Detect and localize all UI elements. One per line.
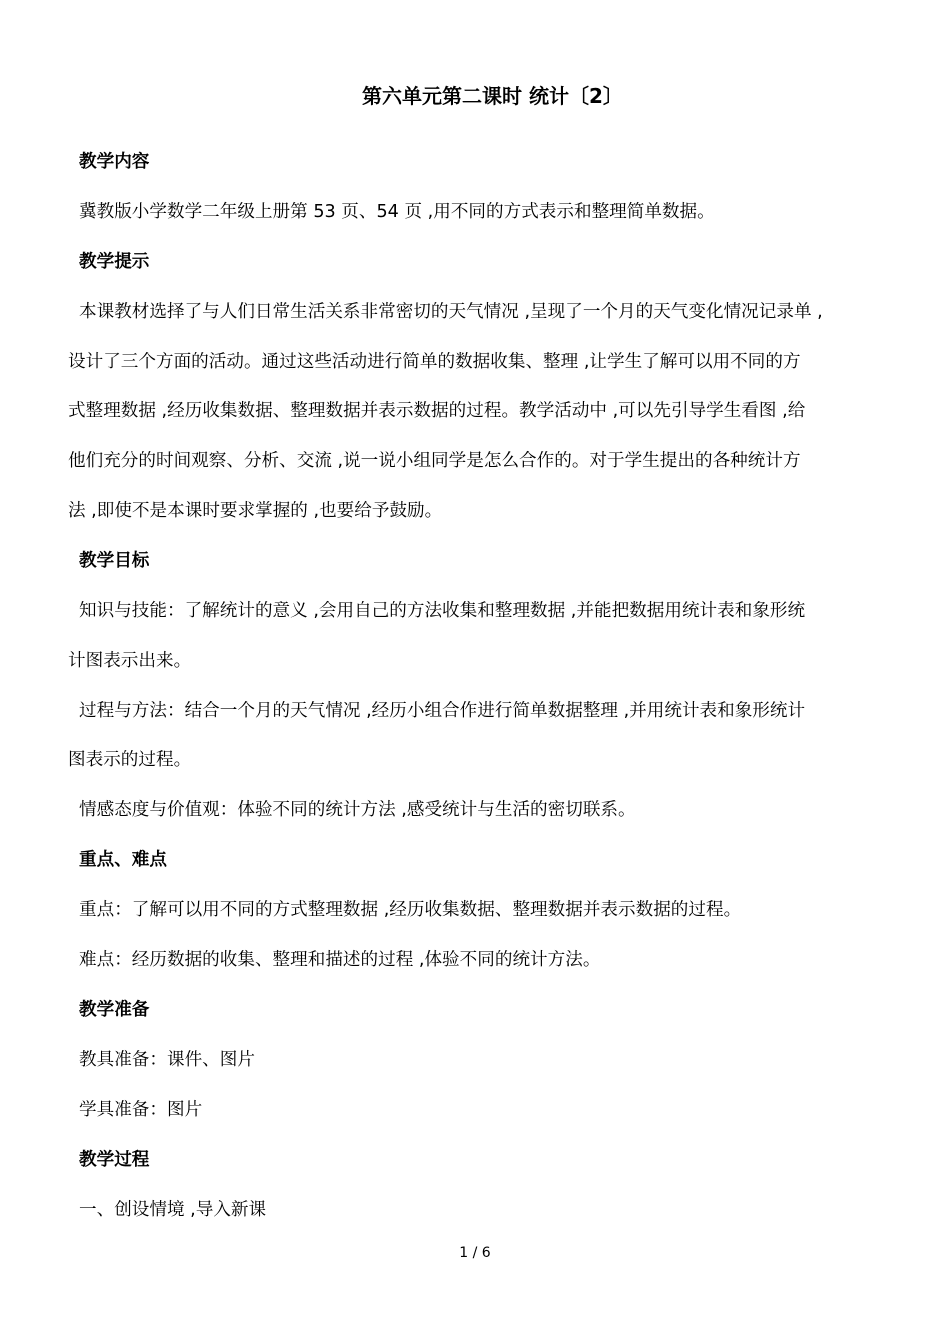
paragraph-line: 他们充分的时间观察、分析、交流 ,说一说小组同学是怎么合作的。对于学生提出的各种统计方 [68,451,801,471]
page-indicator: 1 / 6 [459,1245,491,1261]
paragraph-line: 过程与方法：结合一个月的天气情况 ,经历小组合作进行简单数据整理 ,并用统计表和象形统计 [79,701,806,721]
section-heading-goals: 教学目标 [79,551,150,571]
paragraph-line: 教具准备：课件、图片 [79,1050,255,1070]
paragraph-line: 情感态度与价值观：体验不同的统计方法 ,感受统计与生活的密切联系。 [79,800,636,820]
paragraph-line: 设计了三个方面的活动。通过这些活动进行简单的数据收集、整理 ,让学生了解可以用不同的方 [68,352,801,372]
section-heading-preparation: 教学准备 [79,1000,150,1020]
paragraph-line: 重点：了解可以用不同的方式整理数据 ,经历收集数据、整理数据并表示数据的过程。 [79,900,742,920]
paragraph-line: 式整理数据 ,经历收集数据、整理数据并表示数据的过程。教学活动中 ,可以先引导学生看图 ,给 [68,401,806,421]
paragraph-line: 知识与技能：了解统计的意义 ,会用自己的方法收集和整理数据 ,并能把数据用统计表和象形统 [79,601,806,621]
section-heading-key-points: 重点、难点 [79,850,167,870]
section-heading-content: 教学内容 [79,152,150,172]
paragraph-line: 本课教材选择了与人们日常生活关系非常密切的天气情况 ,呈现了一个月的天气变化情况记录单 , [79,302,823,322]
paragraph-line: 学具准备：图片 [79,1100,203,1120]
section-heading-process: 教学过程 [79,1150,150,1170]
document-title: 第六单元第二课时 统计〔2〕 [362,84,623,108]
paragraph-line: 一、创设情境 ,导入新课 [79,1200,267,1220]
paragraph-line: 图表示的过程。 [68,750,192,770]
paragraph-line: 法 ,即使不是本课时要求掌握的 ,也要给予鼓励。 [68,501,443,521]
paragraph-line: 难点：经历数据的收集、整理和描述的过程 ,体验不同的统计方法。 [79,950,601,970]
paragraph-line: 计图表示出来。 [68,651,192,671]
section-heading-tips: 教学提示 [79,252,150,272]
paragraph-line: 冀教版小学数学二年级上册第 53 页、54 页 ,用不同的方式表示和整理简单数据。 [79,202,715,222]
